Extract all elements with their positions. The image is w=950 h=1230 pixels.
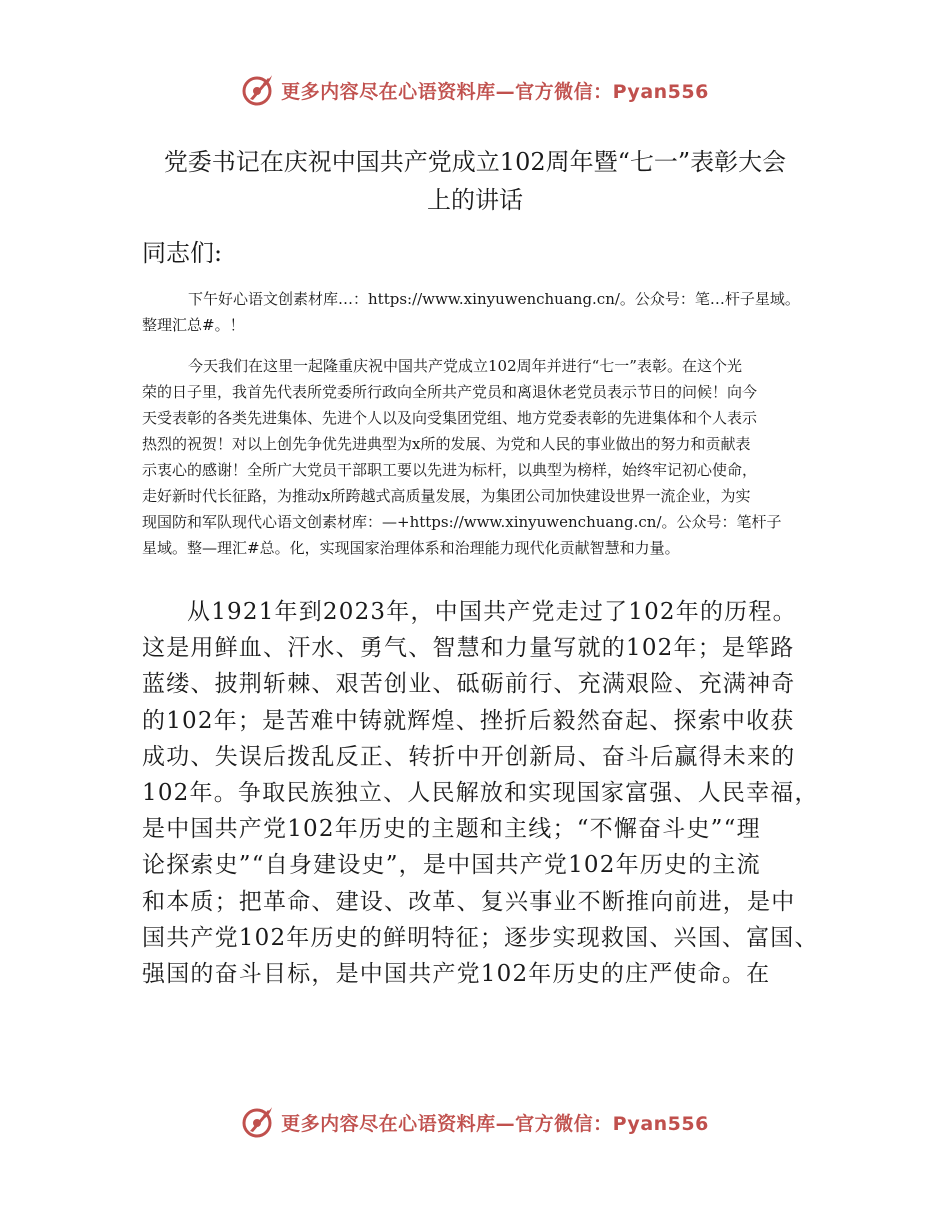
text-line: 102年。争取民族独立、人民解放和实现国家富强、人民幸福，: [142, 779, 819, 806]
text-line: 和本质；把革命、建设、改革、复兴事业不断推向前进，是中: [142, 888, 796, 915]
text-line: 热烈的祝贺！对以上创先争优先进典型为x所的发展、为党和人民的事业做出的努力和贡献表: [142, 435, 751, 453]
banner-text: 更多内容尽在心语资料库—官方微信：Pyan556: [281, 1112, 709, 1135]
header-banner: [0, 70, 950, 110]
text-line: 从1921年到2023年，中国共产党走过了102年的历程。: [187, 599, 797, 625]
footer-banner: [0, 1102, 950, 1142]
text-line: 是中国共产党102年历史的主题和主线；“不懈奋斗史”“理: [142, 816, 761, 843]
paragraph-greeting: [142, 286, 832, 338]
salutation: 同志们:: [142, 239, 223, 267]
document-title-line-1: 党委书记在庆祝中国共产党成立102周年暨“七一”表彰大会: [163, 148, 787, 176]
text-line: 这是用鲜血、汗水、勇气、智慧和力量写就的102年；是筚路: [142, 635, 795, 662]
text-line: 的102年；是苦难中铸就辉煌、挫折后毅然奋起、探索中收获: [142, 707, 795, 734]
text-line: 蓝缕、披荆斩棘、艰苦创业、砥砺前行、充满艰险、充满神奇: [142, 671, 796, 698]
text-line: 下午好心语文创素材库…：https://www.xinyuwenchuang.cn/。公众号：笔…杆子星域。: [188, 290, 800, 308]
banner-text: 更多内容尽在心语资料库—官方微信：Pyan556: [281, 80, 709, 103]
text-line: 天受表彰的各类先进集体、先进个人以及向受集团党组、地方党委表彰的先进集体和个人表示: [142, 409, 758, 427]
quill-pen-logo-icon: [241, 73, 275, 107]
quill-pen-logo-icon: [241, 1105, 275, 1139]
text-line: 成功、失误后拨乱反正、转折中开创新局、奋斗后赢得未来的: [142, 743, 796, 770]
document-title-line-2: 上的讲话: [427, 186, 523, 214]
text-line: 星域。整—理汇#总。化，实现国家治理体系和治理能力现代化贡献智慧和力量。: [142, 539, 680, 557]
paragraph-history: [142, 594, 822, 992]
text-line: 国共产党102年历史的鲜明特征；逐步实现救国、兴国、富国、: [142, 924, 819, 951]
text-line: 强国的奋斗目标，是中国共产党102年历史的庄严使命。在: [142, 960, 771, 987]
text-line: 今天我们在这里一起隆重庆祝中国共产党成立102周年并进行“七一”表彰。在这个光: [188, 357, 742, 375]
text-line: 走好新时代长征路，为推动x所跨越式高质量发展，为集团公司加快建设世界一流企业，为实: [142, 487, 751, 505]
text-line: 论探索史”“自身建设史”，是中国共产党102年历史的主流: [142, 852, 761, 879]
text-line: 荣的日子里，我首先代表所党委所行政向全所共产党员和离退休老党员表示节日的问候！向今: [142, 383, 758, 401]
paragraph-intro: [142, 353, 832, 561]
text-line: 整理汇总#。！: [142, 316, 245, 334]
text-line: 现国防和军队现代心语文创素材库：—+https://www.xinyuwenchuang.cn/。公众号：笔杆子: [142, 513, 782, 531]
text-line: 示衷心的感谢！全所广大党员干部职工要以先进为标杆，以典型为榜样，始终牢记初心使命，: [142, 461, 758, 479]
